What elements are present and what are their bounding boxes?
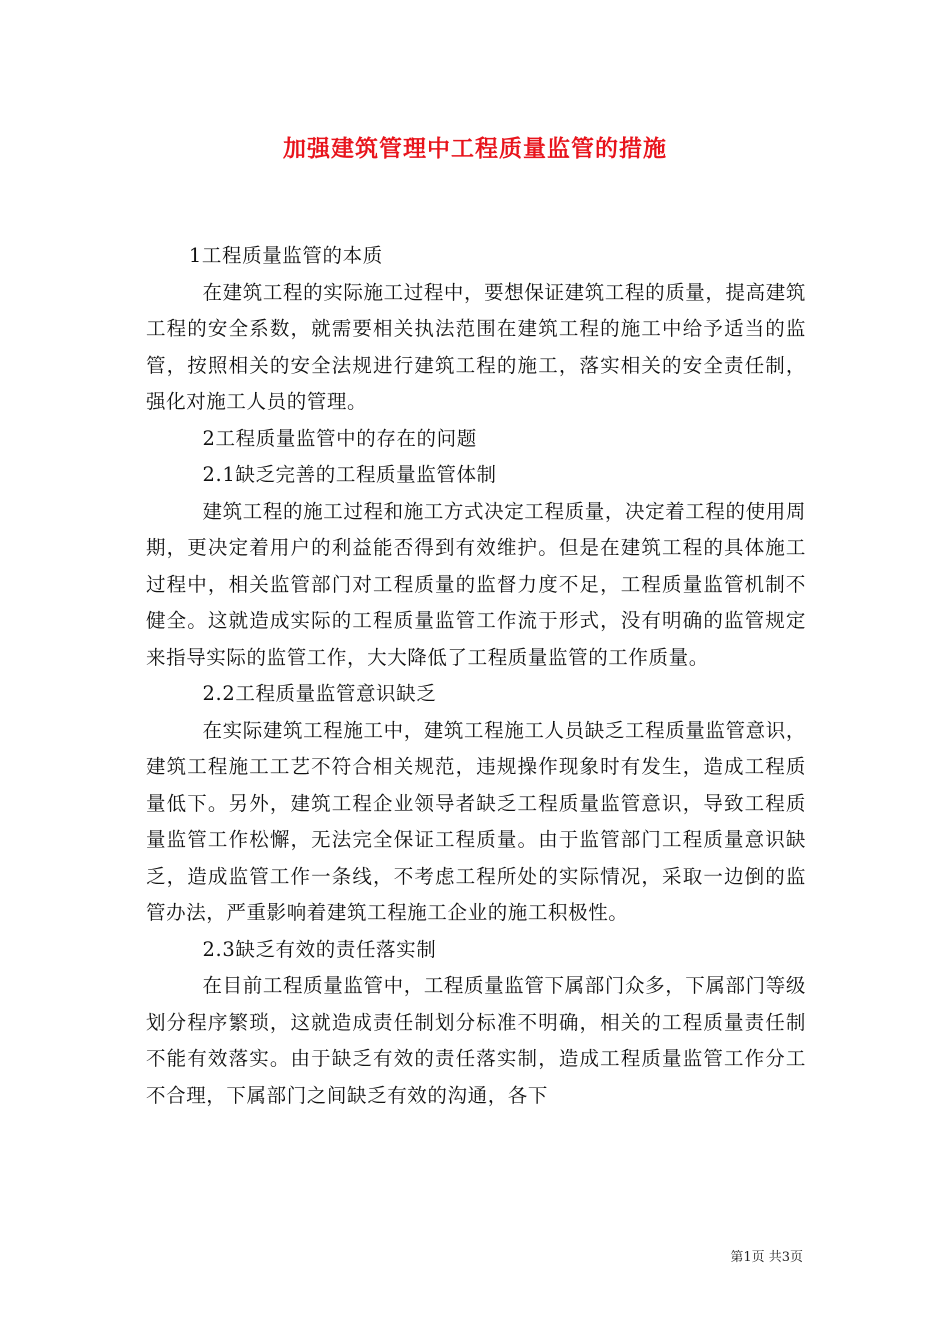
- paragraph: 在建筑工程的实际施工过程中，要想保证建筑工程的质量，提高建筑工程的安全系数，就需要相关执法范围在建筑工程的施工中给予适当的监管，按照相关的安全法规进行建筑工程的施工，落实相关的安全责任制，强化对施工人员的管理。: [146, 280, 806, 413]
- subsection-heading: 2.1缺乏完善的工程质量监管体制: [202, 463, 497, 486]
- document-body: [146, 238, 806, 1114]
- paragraph: 建筑工程的施工过程和施工方式决定工程质量，决定着工程的使用周期，更决定着用户的利益能否得到有效维护。但是在建筑工程的具体施工过程中，相关监管部门对工程质量的监督力度不足，工程质量监管机制不健全。这就造成实际的工程质量监管工作流于形式，没有明确的监管规定来指导实际的监管工作，大大降低了工程质量监管的工作质量。: [146, 499, 806, 669]
- paragraph: 在目前工程质量监管中，工程质量监管下属部门众多，下属部门等级划分程序繁琐，这就造成责任制划分标准不明确，相关的工程质量责任制不能有效落实。由于缺乏有效的责任落实制，造成工程质量监管工作分工不合理，下属部门之间缺乏有效的沟通，各下: [146, 974, 806, 1107]
- section-heading: 1工程质量监管的本质: [188, 244, 383, 267]
- page-footer: 第1页 共3页: [730, 1250, 803, 1265]
- document-title: 加强建筑管理中工程质量监管的措施: [283, 135, 667, 162]
- subsection-heading: 2.3缺乏有效的责任落实制: [202, 937, 437, 961]
- paragraph: 在实际建筑工程施工中，建筑工程施工人员缺乏工程质量监管意识，建筑工程施工工艺不符合相关规范，违规操作现象时有发生，造成工程质量低下。另外，建筑工程企业领导者缺乏工程质量监管意识，导致工程质量监管工作松懈，无法完全保证工程质量。由于监管部门工程质量意识缺乏，造成监管工作一条线，不考虑工程所处的实际情况，采取一边倒的监管办法，严重影响着建筑工程施工企业的施工积极性。: [146, 718, 806, 924]
- section-heading: 2工程质量监管中的存在的问题: [202, 426, 477, 450]
- subsection-heading: 2.2工程质量监管意识缺乏: [202, 682, 437, 705]
